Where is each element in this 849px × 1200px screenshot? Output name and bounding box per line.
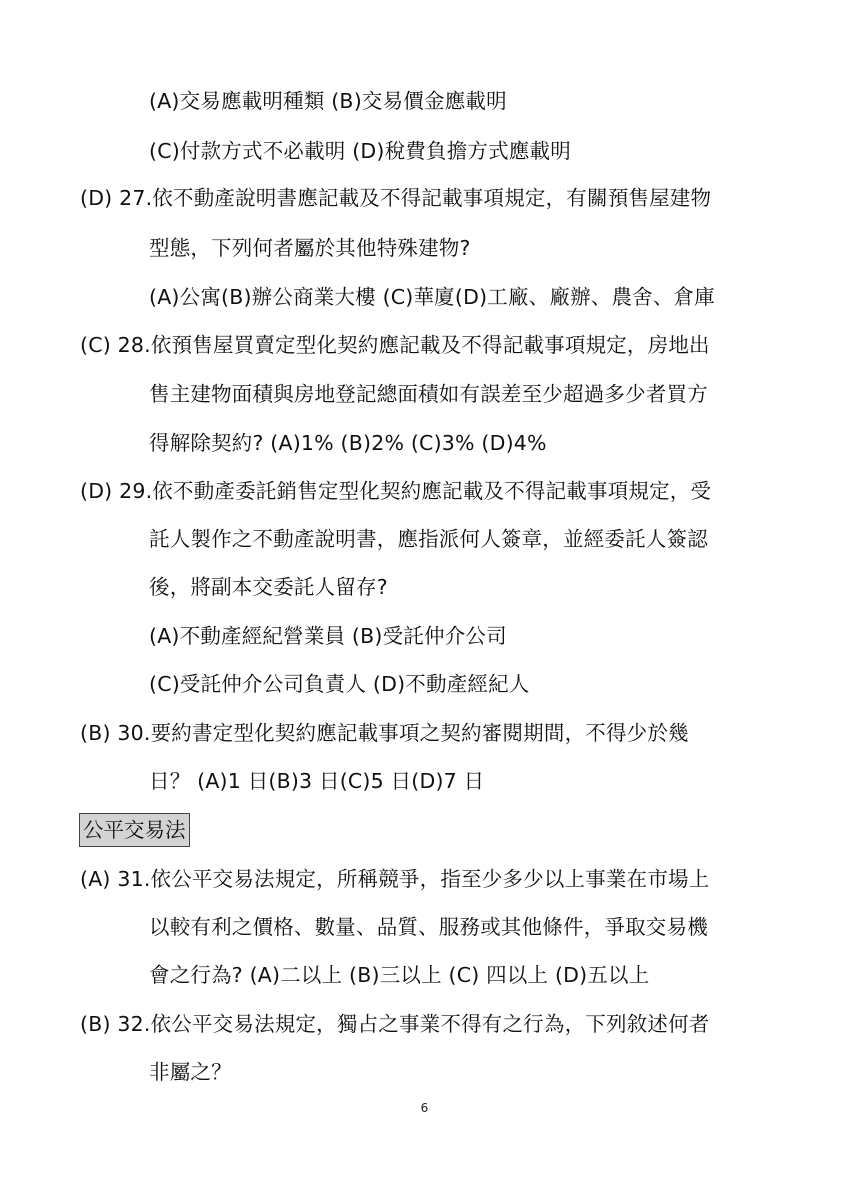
question-31-line-2: 以較有利之價格、數量、品質、服務或其他條件，爭取交易機: [149, 915, 708, 939]
question-32-line-1: (B) 32.依公平交易法規定，獨占之事業不得有之行為，下列敘述何者: [80, 1012, 710, 1036]
page-number: 6: [420, 1101, 429, 1115]
section-header-fair-trade-act: 公平交易法: [79, 813, 190, 847]
question-31-line-3: 會之行為? (A)二以上 (B)三以上 (C) 四以上 (D)五以上: [149, 963, 650, 987]
question-27-options: (A)公寓(B)辦公商業大樓 (C)華廈(D)工廠、廠辦、農舍、倉庫: [149, 285, 715, 309]
question-29-line-3: 後，將副本交委託人留存?: [149, 575, 388, 599]
question-31-line-1: (A) 31.依公平交易法規定，所稱競爭，指至少多少以上事業在市場上: [80, 867, 710, 891]
question-29-line-1: (D) 29.依不動產委託銷售定型化契約應記載及不得記載事項規定，受: [80, 479, 712, 503]
options-line-cd: (C)付款方式不必載明 (D)稅費負擔方式應載明: [149, 139, 571, 163]
question-30-line-1: (B) 30.要約書定型化契約應記載事項之契約審閱期間，不得少於幾: [80, 721, 689, 745]
question-27-line-1: (D) 27.依不動產說明書應記載及不得記載事項規定，有關預售屋建物: [80, 186, 712, 210]
question-28-line-2: 售主建物面積與房地登記總面積如有誤差至少超過多少者買方: [149, 382, 708, 406]
question-28-line-3: 得解除契約? (A)1% (B)2% (C)3% (D)4%: [149, 431, 547, 455]
question-29-options-cd: (C)受託仲介公司負責人 (D)不動產經紀人: [149, 672, 530, 696]
question-28-line-1: (C) 28.依預售屋買賣定型化契約應記載及不得記載事項規定，房地出: [80, 333, 710, 357]
question-29-line-2: 託人製作之不動產說明書，應指派何人簽章，並經委託人簽認: [149, 527, 708, 551]
question-29-options-ab: (A)不動產經紀營業員 (B)受託仲介公司: [149, 624, 507, 648]
question-30-line-2: 日？ (A)1 日(B)3 日(C)5 日(D)7 日: [149, 769, 485, 793]
options-line-ab: (A)交易應載明種類 (B)交易價金應載明: [149, 89, 507, 113]
question-32-line-2: 非屬之？: [149, 1060, 232, 1084]
question-27-line-2: 型態，下列何者屬於其他特殊建物?: [149, 236, 471, 260]
